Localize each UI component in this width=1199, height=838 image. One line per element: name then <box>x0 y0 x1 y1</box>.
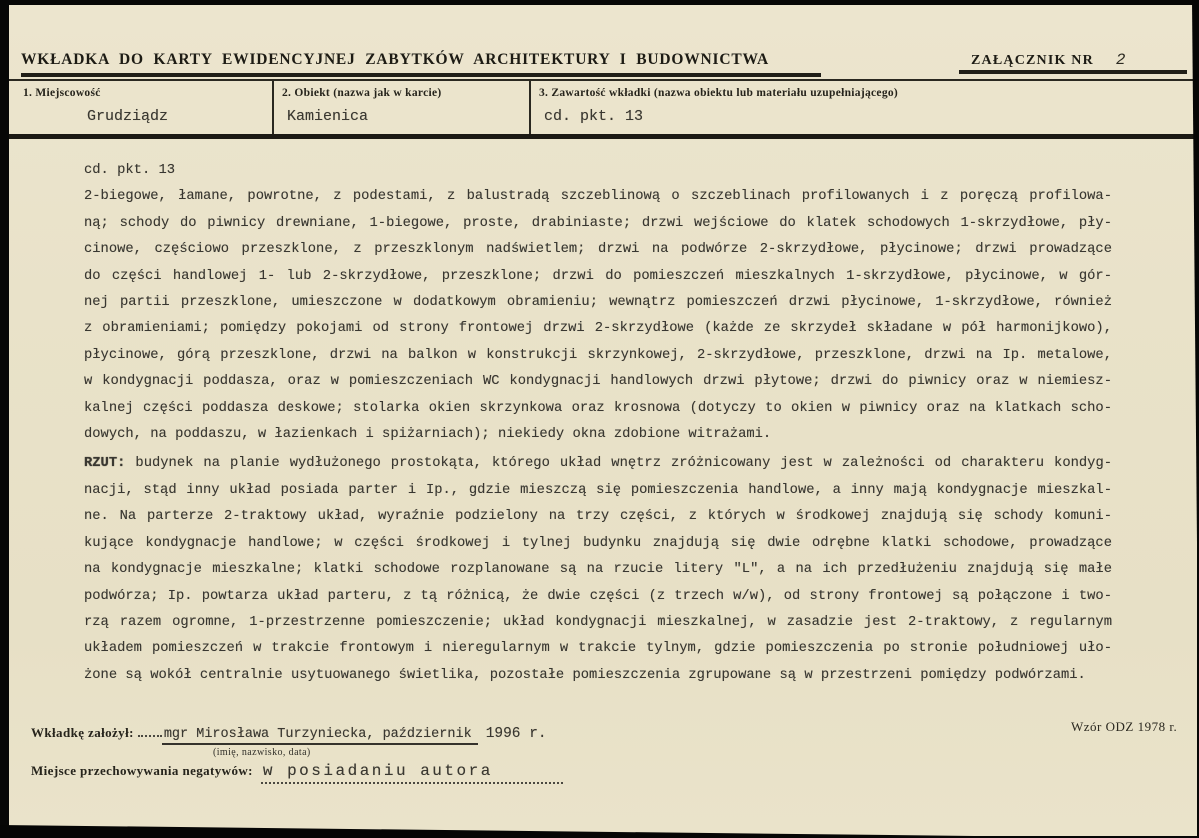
field-label-zawartosc: 3. Zawartość wkładki (nazwa obiektu lub materiału uzupełniającego) <box>539 87 899 99</box>
text-line: do części handlowej 1- lub 2-skrzydłowe, przeszklone; drzwi do pomieszczeń mieszkalnych 1-skrzydłowe, płycinowe, w gór- <box>84 268 1112 284</box>
text-line: nej partii przeszklone, umieszczone w dodatkowym obramieniu; wewnątrz pomieszczeń drzwi płycinowe, 1-skrzydłowe, również <box>84 295 1112 311</box>
field-value-zawartosc: cd. pkt. 13 <box>544 108 644 125</box>
body-paragraphs <box>84 184 1112 689</box>
negatives-label: Miejsce przechowywania negatywów: <box>31 763 253 778</box>
text-line: z obramieniami; pomiędzy pokojami od strony frontowej drzwi 2-skrzydłowe (każde ze skrzydeł składane w pół harmonijkowo), <box>84 321 1112 337</box>
founder-hint: (imię, nazwisko, data) <box>213 747 311 758</box>
form-fields-row <box>9 79 1197 136</box>
attachment-ref <box>971 51 1127 69</box>
document-body <box>84 158 1112 689</box>
text-line: dowych, na poddaszu, w łazienkach i spiżarniach); niekiedy okna zdobione witrażami. <box>84 427 772 443</box>
scanned-form-page <box>9 5 1197 836</box>
text-line: ne. Na parterze 2-traktowy układ, wyraźnie podzielony na trzy części, z których w środkowej znajdują się schody komuni- <box>84 509 1112 525</box>
title-underline-rule <box>21 73 821 77</box>
body-heading: cd. pkt. 13 <box>84 163 176 178</box>
founder-field <box>31 721 547 745</box>
field-label-obiekt: 2. Obiekt (nazwa jak w karcie) <box>282 87 442 99</box>
dotted-leader <box>138 721 162 737</box>
founder-year: 1996 r. <box>485 726 547 742</box>
paragraph <box>84 451 1112 689</box>
text-line: rzą razem ogromne, 1-przestrzenne pomieszczenie; układ kondygnacji mieszkalnej, w zasadzie jest 2-traktowy, z regularnym <box>84 614 1112 630</box>
text-line: kalnej części poddasza deskowe; stolarka okien skrzynkowa oraz krosnowa (dotyczy to okien w piwnicy oraz na klatkach scho- <box>84 400 1112 416</box>
field-value-miejscowosc: Grudziądz <box>87 108 169 125</box>
founder-label: Wkładkę założył: <box>31 725 134 740</box>
text-line: podwórza; Ip. powtarza układ parteru, z tą różnicą, że dwie części (z trzech w/w), od strony frontowej są połączone i two- <box>84 588 1112 604</box>
text-line: układem pomieszczeń w trakcie frontowym i nieregularnym w trakcie tylnym, gdzie pomieszczenia po stronie południowej uło- <box>84 641 1112 657</box>
text-line: nacji, stąd inny układ posiada parter i Ip., gdzie mieszczą się pomieszczenia handlowe, a inny mają kondygnacje mieszkal- <box>84 482 1112 498</box>
column-divider <box>272 81 274 136</box>
fields-bottom-rule <box>9 134 1197 139</box>
attachment-number: 2 <box>1115 51 1127 69</box>
text-line: ną; schody do piwnicy drewniane, 1-biegowe, proste, drabiniaste; drzwi wejściowe do klatek schodowych 1-skrzydłowe, pły- <box>84 215 1112 231</box>
founder-value: mgr Mirosława Turzyniecka, październik <box>162 727 478 745</box>
attachment-label: ZAŁĄCZNIK NR <box>971 53 1094 68</box>
text-line: cinowe, częściowo przeszklone, z przeszklonym nadświetlem; drzwi na podwórze 2-skrzydłowe, płycinowe; drzwi prowadzące <box>84 242 1112 258</box>
text-line: kujące kondygnacje handlowe; w części środkowej i tylnej budynku znajdują się dwie odrębne klatki schodowe, prowadzące <box>84 535 1112 551</box>
negatives-field <box>31 762 563 784</box>
text-line: żone są wokół centralnie usytuowanego świetlika, pozostałe pomieszczenia zgrupowane są w przestrzeni pomiędzy podwórzami. <box>84 667 1086 683</box>
text-line: 2-biegowe, łamane, powrotne, z podestami, z balustradą szczeblinową o szczeblinach profilowanych i z poręczą profilowa- <box>84 189 1112 205</box>
text-line: RZUT: budynek na planie wydłużonego prostokąta, którego układ wnętrz zróżnicowany jest w zależności od charakteru kondyg- <box>84 456 1112 472</box>
text-line: na kondygnacje mieszkalne; klatki schodowe rozplanowane są na rzucie litery "L", a na ich przedłużeniu znajdują się małe <box>84 562 1112 578</box>
column-divider <box>529 81 531 136</box>
paragraph <box>84 184 1112 448</box>
attachment-underline-rule <box>959 70 1187 74</box>
field-label-miejscowosc: 1. Miejscowość <box>23 87 101 99</box>
field-value-obiekt: Kamienica <box>287 108 369 125</box>
text-line: płycinowe, górą przeszklone, drzwi na balkon w konstrukcji skrzynkowej, 2-skrzydłowe, przeszklone, drzwi na Ip. metalowe, <box>84 347 1112 363</box>
form-title: WKŁADKA DO KARTY EWIDENCYJNEJ ZABYTKÓW ARCHITEKTURY I BUDOWNICTWA <box>21 51 770 68</box>
text-line: w kondygnacji poddasza, oraz w pomieszczeniach WC kondygnacji handlowych drzwi płytowe; drzwi do piwnicy oraz w niemiesz- <box>84 374 1112 390</box>
negatives-value: w posiadaniu autora <box>261 762 563 784</box>
template-note: Wzór ODZ 1978 r. <box>1071 719 1178 734</box>
